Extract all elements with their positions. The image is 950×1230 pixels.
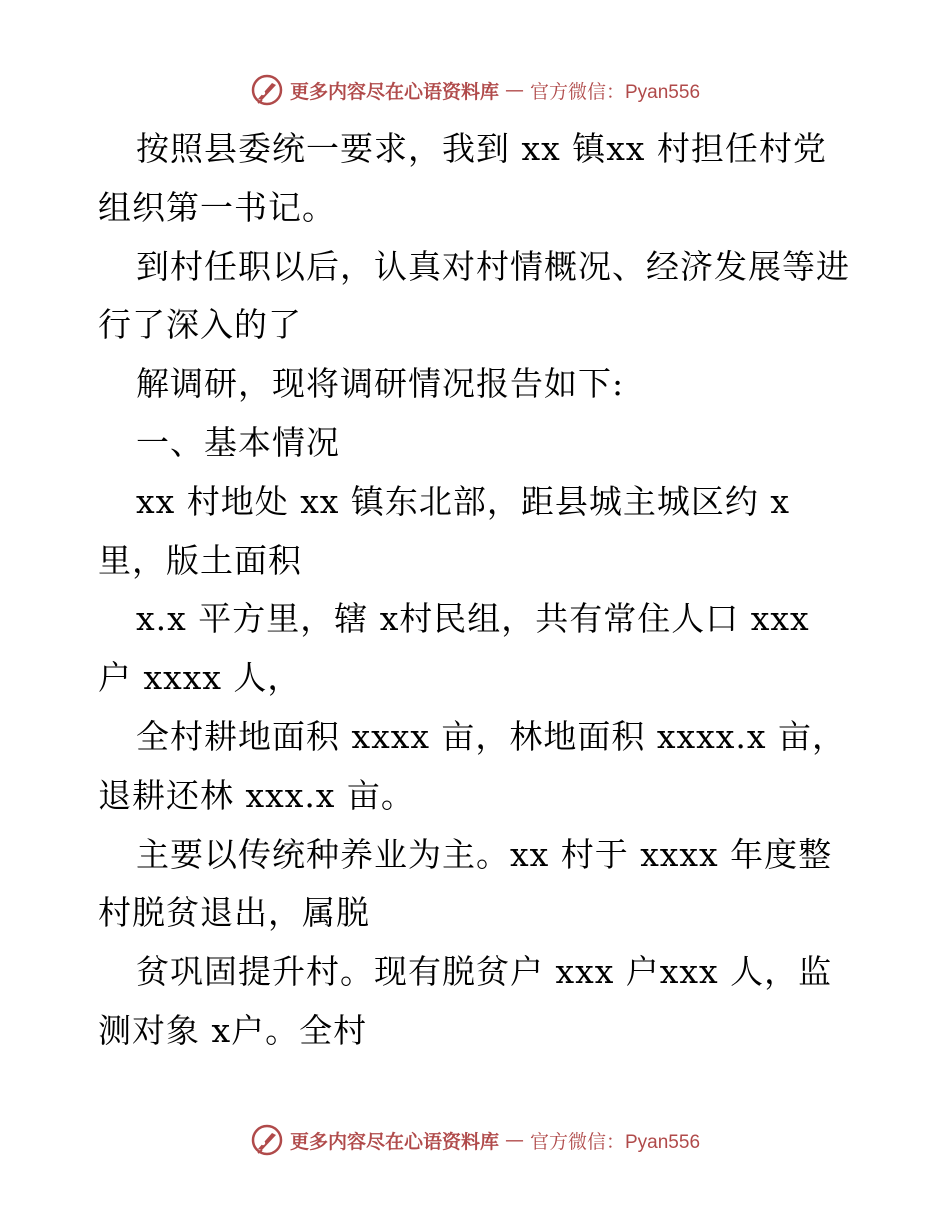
text-line: 里，版土面积	[98, 540, 302, 580]
text-line: 退耕还林 xxx.x 亩。	[98, 775, 415, 815]
header-banner	[0, 72, 950, 108]
footer-banner	[0, 1122, 950, 1158]
quill-pen-logo-icon	[250, 1123, 284, 1157]
text-line: 行了深入的了	[98, 305, 302, 345]
text-line: 主要以传统种养业为主。xx 村于 xxxx 年度整	[136, 834, 833, 874]
text-line: 户 xxxx 人，	[98, 658, 302, 698]
text-line: 到村任职以后，认真对村情概况、经济发展等进	[136, 246, 850, 286]
text-line: 组织第一书记。	[98, 187, 336, 227]
text-line: 解调研，现将调研情况报告如下:	[136, 364, 625, 404]
text-line: 全村耕地面积 xxxx 亩，林地面积 xxxx.x 亩，	[136, 716, 846, 756]
banner-separator: —	[505, 1129, 524, 1151]
banner-wechat-text: 官方微信：Pyan556	[530, 1131, 701, 1153]
banner-wechat-text: 官方微信：Pyan556	[530, 81, 701, 103]
text-line: 贫巩固提升村。现有脱贫户 xxx 户xxx 人，监	[136, 952, 833, 992]
text-line: 测对象 x户。全村	[98, 1010, 368, 1050]
text-line: 按照县委统一要求，我到 xx 镇xx 村担任村党	[136, 129, 827, 168]
text-line: xx 村地处 xx 镇东北部，距县城主城区约 x	[136, 481, 791, 521]
banner-separator: —	[505, 79, 524, 101]
banner-brand-text: 更多内容尽在心语资料库	[289, 1130, 499, 1153]
quill-pen-logo-icon	[250, 73, 284, 107]
document-body	[98, 120, 868, 1061]
banner-brand-text: 更多内容尽在心语资料库	[289, 80, 499, 103]
text-line: x.x 平方里，辖 x村民组，共有常住人口 xxx	[136, 599, 810, 639]
text-line: 村脱贫退出，属脱	[98, 893, 370, 933]
section-heading: 一、基本情况	[136, 422, 340, 462]
